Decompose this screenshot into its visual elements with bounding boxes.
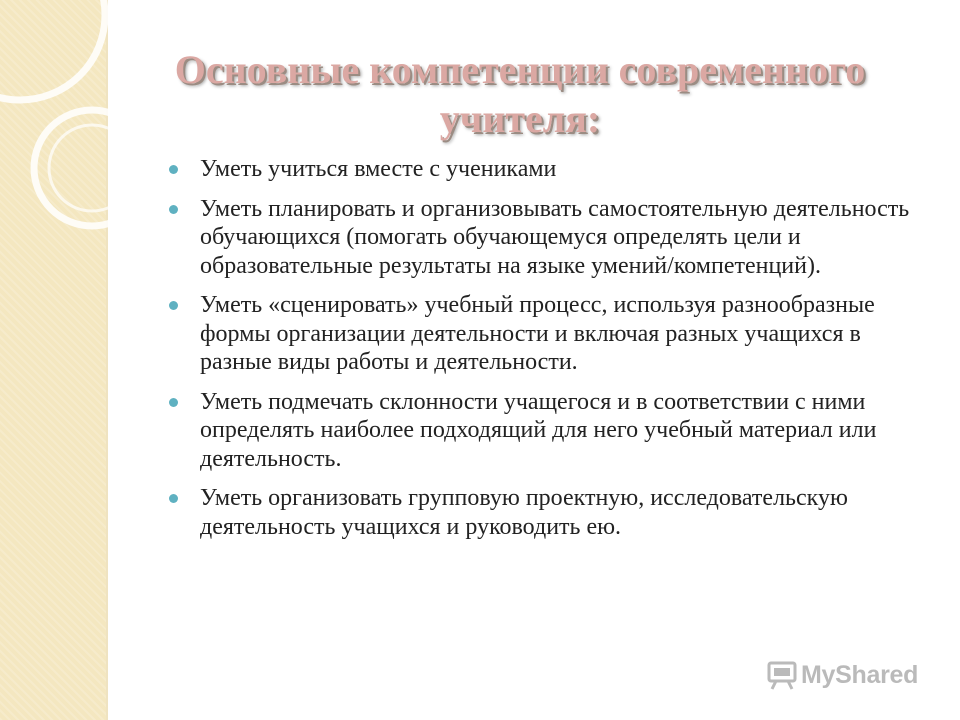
slide-title (140, 46, 900, 144)
list-item-text: Уметь планировать и организовывать самостоятельную деятельность обучающихся (помогать обучающемуся определять цели и образовательные результаты на языке умений/компетенций). (200, 195, 910, 279)
list-item (166, 195, 936, 281)
list-item (166, 388, 936, 474)
list-item-text: Уметь организовать групповую проектную, исследовательскую деятельность учащихся и руководить ею. (200, 485, 848, 541)
title-line-1: Основные компетенции современного (174, 47, 866, 92)
competency-list (166, 155, 936, 553)
list-item-text: Уметь учиться вместе с учениками (200, 156, 557, 182)
bullet-dot-icon (169, 398, 178, 407)
bullet-dot-icon (169, 165, 178, 174)
title-line-2: учителя: (439, 95, 601, 141)
decorative-circles (0, 0, 140, 260)
bullet-dot-icon (169, 494, 178, 503)
bullet-dot-icon (169, 205, 178, 214)
myshared-watermark (766, 659, 918, 691)
deco-circle-top (0, 0, 105, 100)
list-item (166, 484, 936, 541)
presentation-board-icon (766, 659, 798, 691)
watermark-logo-text: MyShared (801, 660, 919, 689)
list-item (166, 291, 936, 377)
list-item (166, 155, 936, 184)
list-item-text: Уметь подмечать склонности учащегося и в соответствии с ними определять наиболее подходящий для него учебный материал или деятельность. (200, 388, 877, 472)
deco-circle-middle-inner (49, 125, 135, 211)
list-item-text: Уметь «сценировать» учебный процесс, используя разнообразные формы организации деятельности и включая разных учащихся в разные виды работы и деятельности. (200, 292, 875, 376)
bullet-dot-icon (169, 301, 178, 310)
